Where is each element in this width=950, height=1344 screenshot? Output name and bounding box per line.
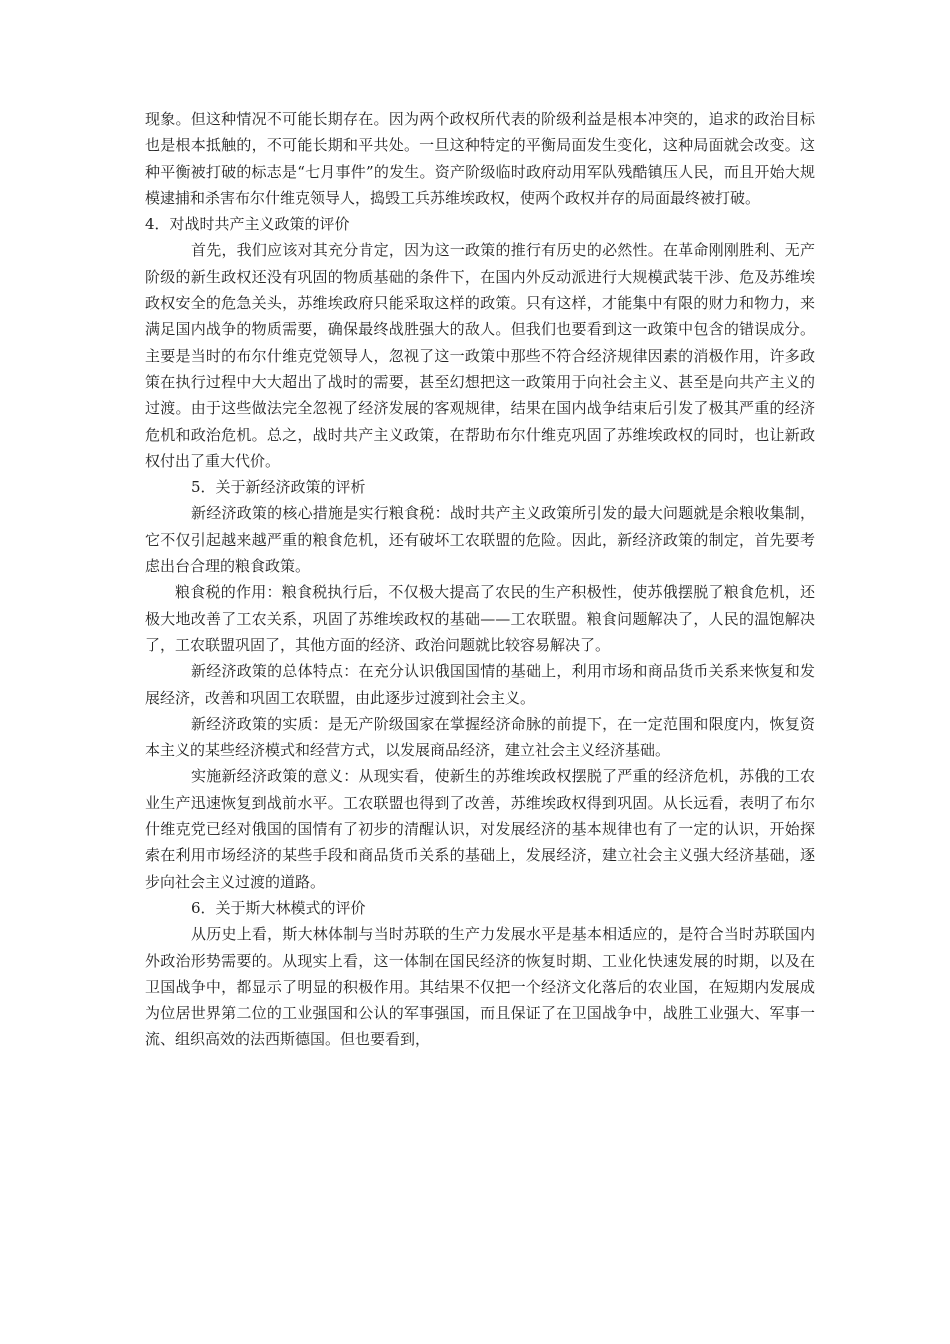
document-page bbox=[145, 106, 815, 1053]
paragraph-nep-features: 新经济政策的总体特点：在充分认识俄国国情的基础上，利用市场和商品货币关系来恢复和发展经济，改善和巩固工农联盟，由此逐步过渡到社会主义。 bbox=[145, 662, 815, 707]
paragraph-grain-tax-effect: 粮食税的作用：粮食税执行后，不仅极大提高了农民的生产积极性，使苏俄摆脱了粮食危机，还极大地改善了工农关系，巩固了苏维埃政权的基础——工农联盟。粮食问题解决了，人民的温饱解决了，工农联盟巩固了，其他方面的经济、政治问题就比较容易解决了。 bbox=[145, 583, 815, 654]
heading-stalin-model: 6．关于斯大林模式的评价 bbox=[191, 898, 366, 917]
paragraph-war-communism: 首先，我们应该对其充分肯定，因为这一政策的推行有历史的必然性。在革命刚刚胜利、无产阶级的新生政权还没有巩固的物质基础的条件下，在国内外反动派进行大规模武装干涉、危及苏维埃政权安全的危急关头，苏维埃政府只能采取这样的政策。只有这样，才能集中有限的财力和物力，来满足国内战争的物质需要，确保最终战胜强大的敌人。但我们也要看到这一政策中包含的错误成分。主要是当时的布尔什维克党领导人，忽视了这一政策中那些不符合经济规律因素的消极作用，许多政策在执行过程中大大超出了战时的需要，甚至幻想把这一政策用于向社会主义、甚至是向共产主义的过渡。由于这些做法完全忽视了经济发展的客观规律，结果在国内战争结束后引发了极其严重的经济危机和政治危机。总之，战时共产主义政策，在帮助布尔什维克巩固了苏维埃政权的同时，也让新政权付出了重大代价。 bbox=[145, 241, 815, 470]
paragraph-nep-essence: 新经济政策的实质：是无产阶级国家在掌握经济命脉的前提下，在一定范围和限度内，恢复资本主义的某些经济模式和经营方式，以发展商品经济，建立社会主义经济基础。 bbox=[145, 714, 815, 760]
paragraph-nep-significance: 实施新经济政策的意义：从现实看，使新生的苏维埃政权摆脱了严重的经济危机，苏俄的工农业生产迅速恢复到战前水平。工农联盟也得到了改善，苏维埃政权得到巩固。从长远看，表明了布尔什维克党已经对俄国的国情有了初步的清醒认识，对发展经济的基本规律也有了一定的认识，开始探索在利用市场经济的某些手段和商品货币关系的基础上，发展经济，建立社会主义强大经济基础，逐步向社会主义过渡的道路。 bbox=[145, 767, 815, 891]
paragraph-nep-core: 新经济政策的核心措施是实行粮食税：战时共产主义政策所引发的最大问题就是余粮收集制，它不仅引起越来越严重的粮食危机，还有破坏工农联盟的危险。因此，新经济政策的制定，首先要考虑出台合理的粮食政策。 bbox=[145, 504, 815, 576]
heading-nep-analysis: 5．关于新经济政策的评析 bbox=[191, 478, 366, 497]
paragraph-stalin-model: 从历史上看，斯大林体制与当时苏联的生产力发展水平是基本相适应的，是符合当时苏联国内外政治形势需要的。从现实上看，这一体制在国民经济的恢复时期、工业化快速发展的时期，以及在卫国战争中，都显示了明显的积极作用。其结果不仅把一个经济文化落后的农业国，在短期内发展成为位居世界第二位的工业强国和公认的军事强国，而且保证了在卫国战争中，战胜工业强大、军事一流、组织高效的法西斯德国。但也要看到， bbox=[145, 925, 815, 1049]
paragraph-dual-power-end: 现象。但这种情况不可能长期存在。因为两个政权所代表的阶级利益是根本冲突的，追求的政治目标也是根本抵触的，不可能长期和平共处。一旦这种特定的平衡局面发生变化，这种局面就会改变。这种平衡被打破的标志是“七月事件”的发生。资产阶级临时政府动用军队残酷镇压人民，而且开始大规模逮捕和杀害布尔什维克领导人，捣毁工兵苏维埃政权，使两个政权并存的局面最终被打破。 bbox=[145, 110, 815, 207]
heading-war-communism-evaluation: 4．对战时共产主义政策的评价 bbox=[145, 215, 350, 234]
